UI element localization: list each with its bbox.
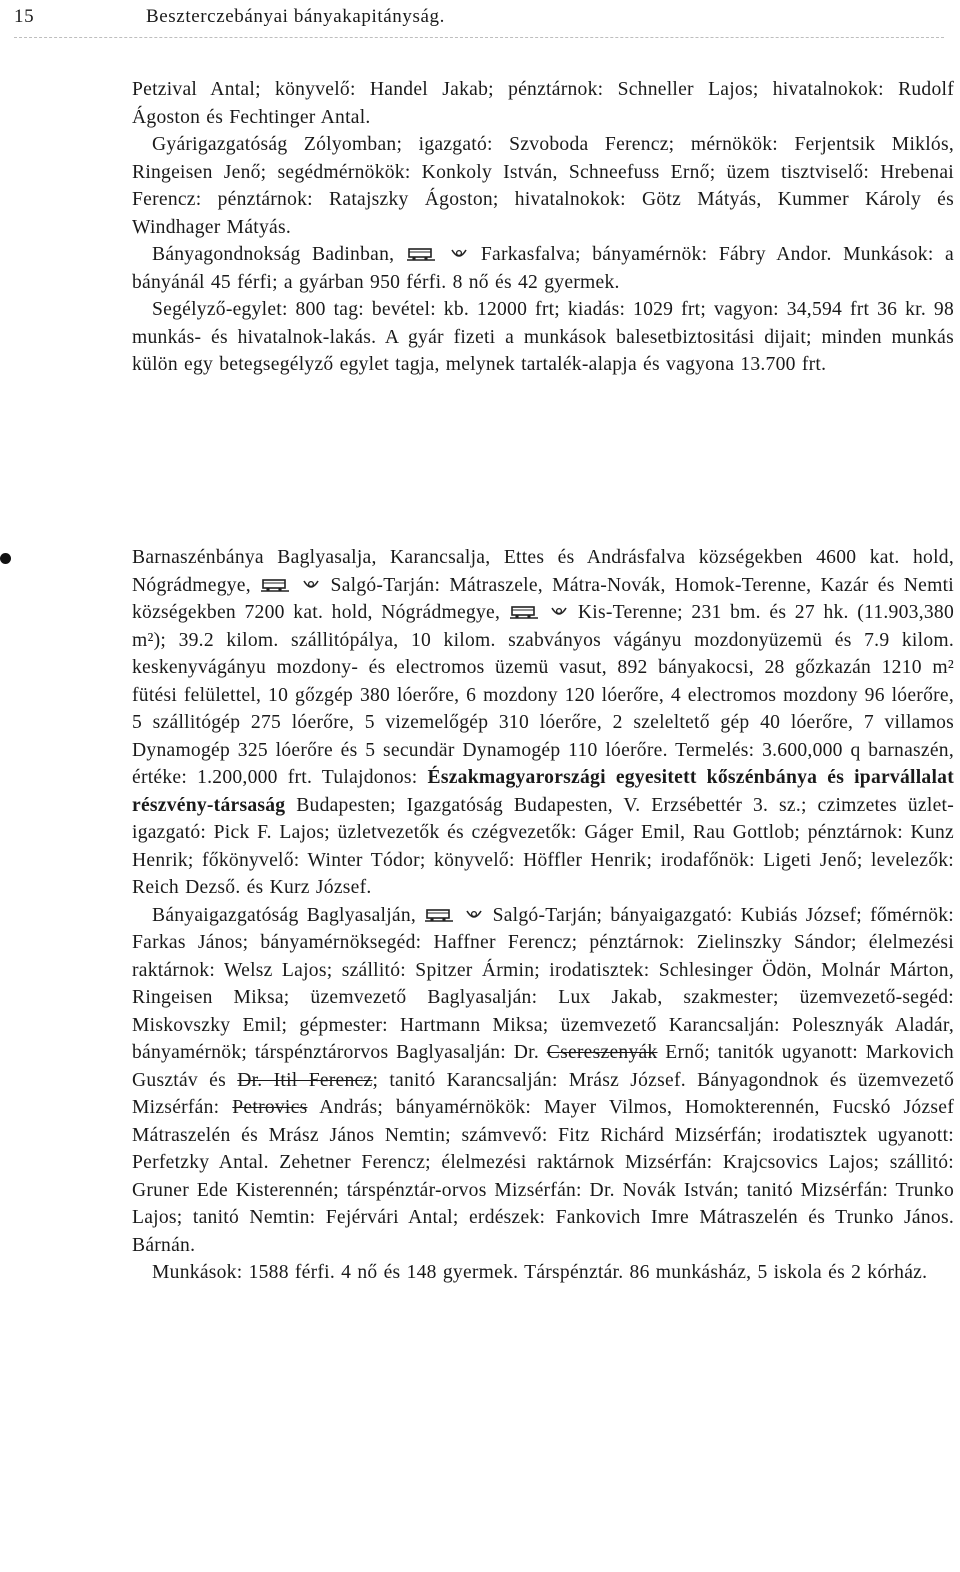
paragraph-text: Farkasfalva; bányamérnök: Fábry Andor. Munkások: a bányánál 45 férfi; a gyárban 950 férfi. 8 nő és 42 gyermek. [132, 244, 955, 293]
page-header [14, 6, 944, 32]
paragraph: Petzival Antal; könyvelő: Handel Jakab; pénztárnok: Schneller Lajos; hivatalnokok: Rudolf Ágoston és Fechtinger Antal. [132, 79, 954, 128]
railway-station-icon [509, 604, 539, 620]
company-name: Északmagyarországi egyesitett kőszénbánya és iparvállalat részvény-társaság [132, 767, 954, 816]
paragraph: Gyárigazgatóság Zólyomban; igazgató: Szvoboda Ferencz; mérnökök: Ferjentsik Miklós, Ringeisen Jenő; segédmérnökök: Konkoly István, Schneefuss Ernő; üzem tisztviselő: Hrebenai Ferencz: pénztárnok: Ratajszky Ágoston; hivatalnokok: Götz Mátyás, Kummer Károly és Windhager Mátyás. [132, 134, 954, 238]
page-number: 15 [14, 6, 35, 27]
paragraph-text: Salgó-Tarján: Mátraszele, Mátra-Novák, Homok-Terenne, Kazár és Nemti községekben 7200 kat. hold, Nógrádmegye, [132, 574, 955, 623]
struck-name: Csereszenyák [546, 1042, 658, 1063]
struck-name: Petrovics [232, 1097, 308, 1118]
paragraph-text: Kis-Terenne; 231 bm. és 27 hk. (11.903,380 m²); 39.2 kilom. szállitópálya, 10 kilom. szabványos vágányu mozdonyüzemü és 7.9 kilom. keskenyvágányu mozdony- és electromos üzemü vasut, 892 bányakocsi, 28 gőzkazán 1210 m² fütési felülettel, 10 gőzgép 380 lóerőre, 6 mozdony 120 lóerőre, 4 electromos mozdony 96 lóerőre, 5 szállitógép 275 lóerőre, 5 vizemelőgép 310 lóerőre, 2 szeleltető gép 40 lóerőre, 7 villamos Dynamogép 325 lóerőre és 5 secundär Dynamogép 110 lóerőre. Termelés: 3.600,000 q barnaszén, értéke: 1.200,000 frt. Tulajdonos: [132, 602, 954, 788]
paragraph: Munkások: 1588 férfi. 4 nő és 148 gyermek. Társpénztár. 86 munkásház, 5 iskola és 2 kórház. [152, 1262, 928, 1283]
paragraph-text: Bányagondnokság Badinban, [152, 244, 395, 265]
running-title: Beszterczebányai bányakapitányság. [146, 6, 445, 27]
paragraph [132, 241, 954, 296]
paragraph: Segélyző-egylet: 800 tag: bevétel: kb. 12000 frt; kiadás: 1029 frt; vagyon: 34,594 frt 36 kr. 98 munkás- és hivatalnok-lakás. A gyár fizeti a munkások balesetbiztositási dijait; minden munkás külön egy betegsegélyző egylet tagja, melynek tartalék-alapja és vagyona 13.700 frt. [132, 299, 954, 375]
paragraph-text: Bányaigazgatóság Baglyasalján, [152, 904, 417, 926]
bullet-marker [0, 553, 11, 564]
paragraph-text: András; bányamérnökök: Mayer Vilmos, Homokterennén, Fucskó József Mátraszelén és Mrász János Nemtin; számvevő: Fitz Richárd Mizsérfán; irodatisztek ugyanott: Perfetzky Antal. Zehetner Ferencz; élelmezési raktárnok Mizsérfán: Krajcsovics Lajos; szállitó: Gruner Ede Kisterennén; társpénztár-orvos Mizsérfán: Dr. Novák István; tanitó Mizsérfán: Trunko Lajos; tanitó Nemtin: Fejérvári Antal; erdészek: Fankovich Imre Mátraszelén és Trunko János. Bárnán. [132, 1097, 954, 1256]
post-horn-icon [549, 604, 569, 620]
post-horn-icon [464, 907, 484, 923]
railway-station-icon [260, 577, 290, 593]
section-1 [132, 76, 954, 379]
paragraph-text: Barnaszénbánya Baglyasalja, Karancsalja, Ettes és Andrásfalva községekben 4600 kat. hold, Nógrádmegye, [132, 547, 954, 596]
struck-name: Dr. Itil Ferencz [237, 1069, 373, 1091]
paragraph-text: Salgó-Tarján; bányaigazgató: Kubiás József; főmérnök: Farkas János; bányamérnöksegéd: Haffner Ferencz; pénztárnok: Zielinszky Sándor; élelmezési raktárnok: Welsz Lajos; szállitó: Spitzer Ármin; irodatisztek: Schlesinger Ödön, Molnár Márton, Ringeisen Miksa; üzemvezető Baglyasalján: Lux Jakab, szakmester; üzemvezető-segéd: Miskovszky Emil; gépmester: Hartmann Miksa; üzemvezető Karancsalján: Polesznyák Aladár, bányamérnök; társpénztárorvos Baglyasalján: Dr. [132, 904, 954, 1063]
header-rule [14, 37, 944, 38]
post-horn-icon [449, 246, 469, 262]
paragraph [132, 902, 954, 1260]
section-2 [132, 544, 954, 1287]
paragraph-text: Ernő; tanitók ugyanott: Markovich Gusztáv és [132, 1042, 954, 1091]
post-horn-icon [301, 577, 321, 593]
paragraph-text: Budapesten; Igazgatóság Budapesten, V. Erzsébettér 3. sz.; czimzetes üzlet-igazgató: Pick F. Lajos; üzletvezetők és czégvezetők: Gáger Emil, Rau Gottlob; pénztárnok: Kunz Henrik; főkönyvelő: Winter Tódor; könyvelő: Höffler Henrik; irodafőnök: Ligeti Jenő; levelezők: Reich Dezső. és Kurz József. [132, 794, 954, 898]
paragraph-text: ; tanitó Karancsalján: Mrász József. Bányagondnok és üzemvezető Mizsérfán: [132, 1069, 954, 1118]
railway-station-icon [424, 907, 454, 923]
paragraph [132, 544, 954, 902]
railway-station-icon [406, 246, 436, 262]
